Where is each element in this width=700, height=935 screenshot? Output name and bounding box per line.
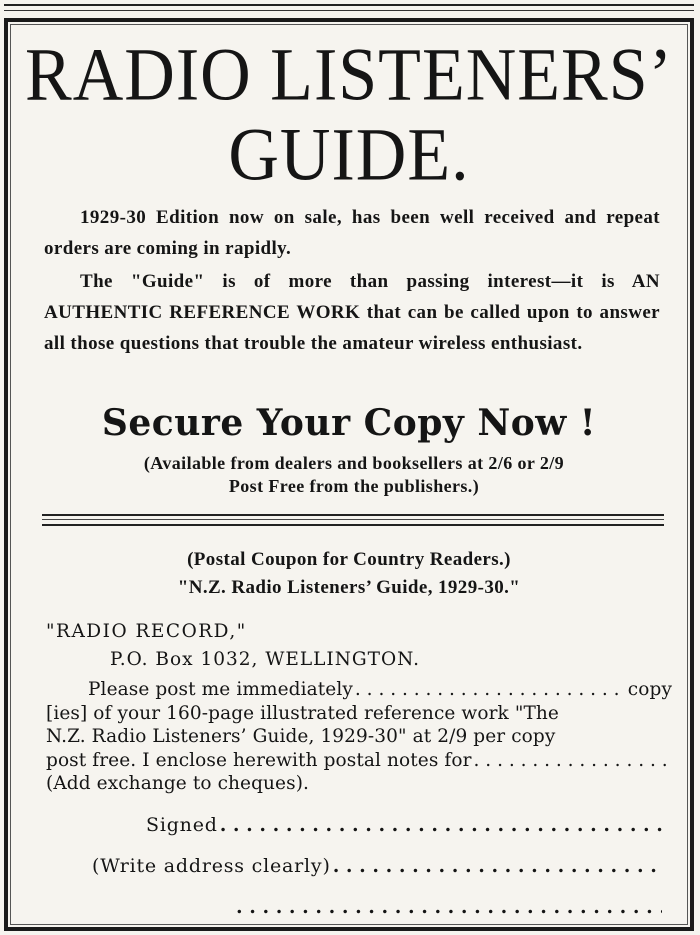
address-line-2: P.O. Box 1032, WELLINGTON.	[110, 649, 421, 670]
intro-paragraph-1: 1929-30 Edition now on sale, has been well received and repeat orders are coming in rapidly.	[44, 207, 660, 259]
address-blank-1[interactable]	[333, 855, 662, 877]
coupon-body-line-1-end: copy	[627, 679, 672, 700]
coupon-body-line-4-start: post free. I enclose herewith postal notes for	[46, 749, 472, 771]
address-label: (Write address clearly)	[92, 855, 331, 877]
address-row	[92, 855, 664, 877]
coupon-body-line-1-start: Please post me immediately	[88, 679, 353, 700]
headline-line-2: GUIDE.	[228, 113, 470, 197]
intro-paragraph-2: The "Guide" is of more than passing interest—it is AN AUTHENTIC REFERENCE WORK that can be called upon to answer all those questions that trouble the amateur wireless enthusiast.	[44, 271, 660, 354]
call-to-action: Secure Your Copy Now !	[101, 402, 597, 444]
postal-notes-blank[interactable]	[474, 749, 670, 773]
address-row-2	[234, 896, 664, 918]
coupon-subtitle: "N.Z. Radio Listeners’ Guide, 1929-30."	[177, 577, 521, 598]
advertisement-frame	[4, 0, 694, 931]
availability-line-1: (Available from dealers and booksellers at 2/6 or 2/9	[143, 453, 565, 473]
top-rule	[4, 4, 694, 6]
signature-row	[146, 814, 664, 836]
coupon-body-line-3: N.Z. Radio Listeners’ Guide, 1929-30" at 2/9 per copy	[46, 726, 556, 747]
headline	[4, 33, 694, 197]
coupon-body-line-4	[46, 749, 672, 773]
availability-line-2: Post Free from the publishers.)	[228, 476, 480, 496]
coupon-body-line-2: [ies] of your 160-page illustrated reference work "The	[46, 702, 559, 724]
section-divider	[42, 514, 664, 526]
availability-note	[54, 452, 654, 498]
copy-count-blank[interactable]	[355, 678, 626, 702]
address-blank-2[interactable]	[236, 896, 662, 918]
coupon-body-line-5: (Add exchange to cheques).	[46, 773, 309, 794]
coupon-body-line-1	[46, 678, 672, 702]
address-line-1: "RADIO RECORD,"	[46, 621, 247, 642]
signed-label: Signed	[146, 814, 218, 836]
top-rule-inner	[4, 10, 694, 11]
signature-blank[interactable]	[220, 814, 662, 836]
headline-line-1: RADIO LISTENERS’	[25, 33, 673, 118]
coupon-body	[46, 678, 672, 796]
coupon-title: (Postal Coupon for Country Readers.)	[187, 549, 511, 570]
